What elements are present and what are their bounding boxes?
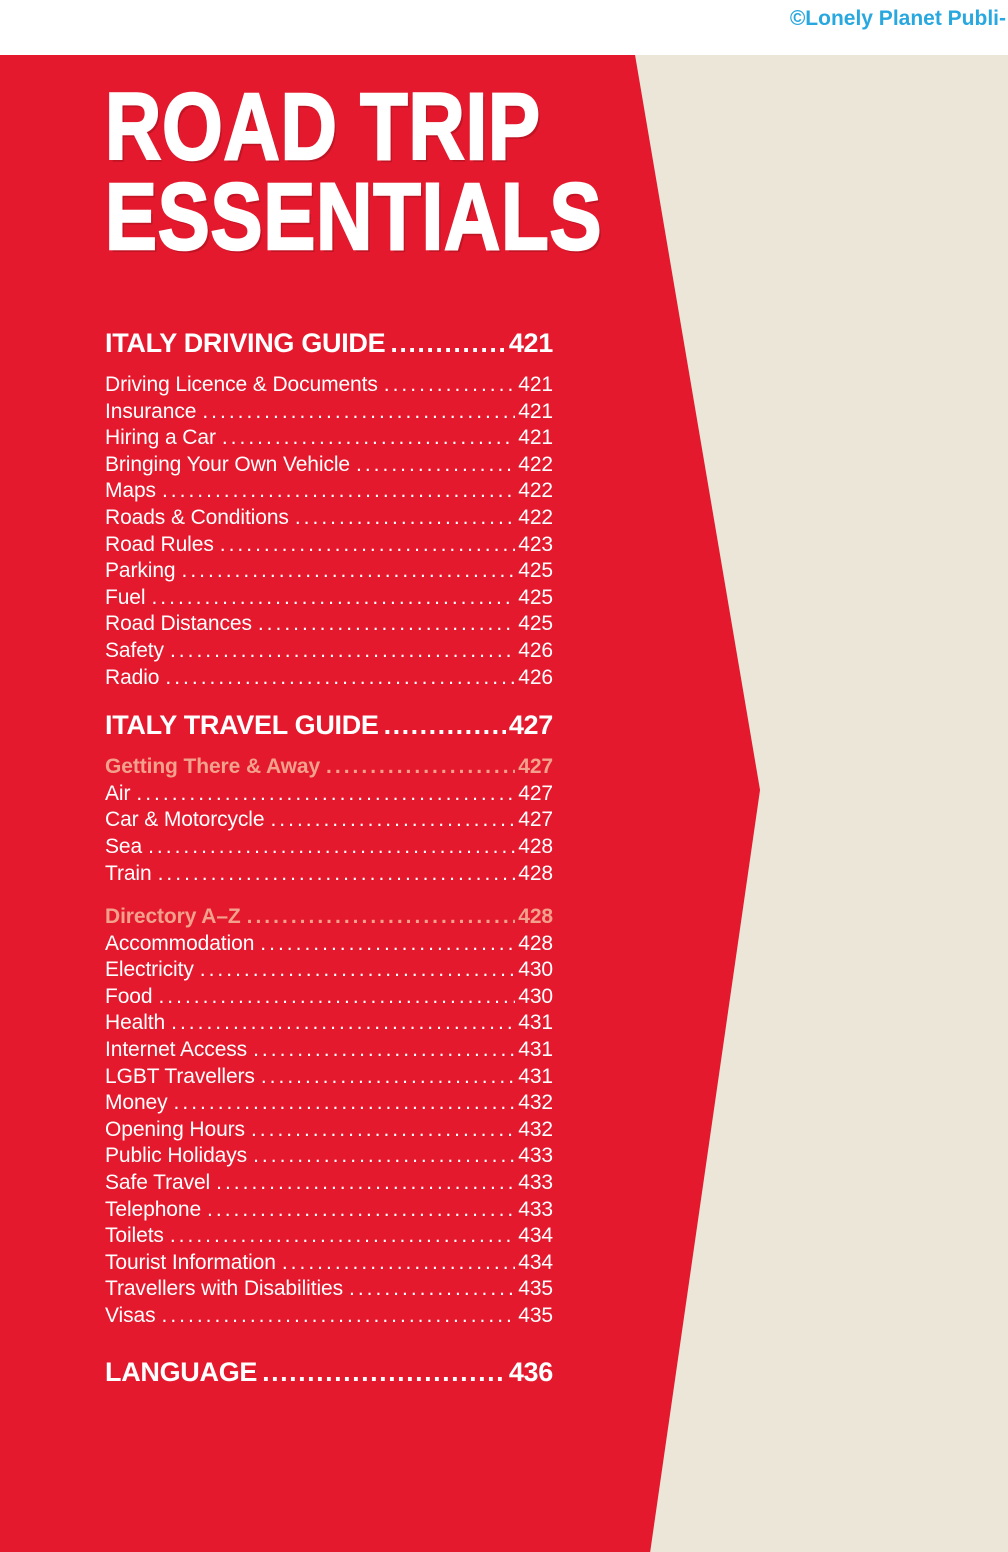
leader-dots: [260, 932, 515, 956]
toc-item-page: 435: [518, 1277, 553, 1301]
leader-dots: [170, 639, 515, 663]
leader-dots: [165, 666, 515, 690]
toc-item-page: 426: [518, 665, 553, 689]
toc-section-language: [105, 1355, 553, 1389]
toc-item: [105, 1011, 553, 1038]
toc-item-label: Food: [105, 984, 153, 1008]
leader-dots: [390, 326, 505, 360]
toc-item-label: Sea: [105, 834, 143, 858]
toc-item: [105, 835, 553, 862]
leader-dots: [295, 506, 515, 530]
toc-item: [105, 1198, 553, 1225]
toc-item-label: Parking: [105, 559, 176, 583]
toc-section-heading-page: 436: [508, 1356, 553, 1387]
leader-dots: [202, 400, 515, 424]
leader-dots: [262, 1355, 506, 1389]
toc-item-page: 425: [518, 559, 553, 583]
toc-item: [105, 808, 553, 835]
leader-dots: [282, 1251, 515, 1275]
toc-item-label: Bringing Your Own Vehicle: [105, 452, 350, 476]
toc-item: [105, 1038, 553, 1065]
toc-item-page: 422: [518, 505, 553, 529]
toc-section-heading: [105, 708, 553, 742]
toc-item: [105, 958, 553, 985]
toc-item: [105, 932, 553, 959]
leader-dots: [216, 1171, 515, 1195]
toc-section-heading-label: ITALY TRAVEL GUIDE: [105, 710, 379, 741]
toc-item-page: 428: [518, 861, 553, 885]
leader-dots: [261, 1065, 515, 1089]
toc-item-page: 433: [518, 1197, 553, 1221]
toc-item-label: Train: [105, 861, 152, 885]
toc-item: [105, 782, 553, 809]
toc-item: [105, 862, 553, 889]
toc-item-page: 433: [518, 1171, 553, 1195]
toc-item-page: 428: [518, 931, 553, 955]
toc-item-label: Roads & Conditions: [105, 505, 289, 529]
toc-item: [105, 985, 553, 1012]
toc-item: [105, 426, 553, 453]
toc-item: [105, 1091, 553, 1118]
toc-group-directory-a-z: [105, 905, 553, 1331]
toc-group-getting-there-away: [105, 755, 553, 888]
toc-section-italy-travel-guide: [105, 708, 553, 1330]
toc-item-page: 433: [518, 1144, 553, 1168]
toc-item-label: Public Holidays: [105, 1144, 248, 1168]
toc-section-items: [105, 373, 553, 692]
toc-item: [105, 639, 553, 666]
toc-item-label: Money: [105, 1091, 168, 1115]
leader-dots: [247, 905, 516, 929]
toc-item-label: Travellers with Disabilities: [105, 1277, 343, 1301]
toc-item-page: 422: [518, 452, 553, 476]
leader-dots: [384, 373, 515, 397]
toc-item-label: LGBT Travellers: [105, 1064, 255, 1088]
toc-item-page: 426: [518, 638, 553, 662]
leader-dots: [384, 708, 506, 742]
toc-section-italy-driving-guide: [105, 326, 553, 692]
toc-item-page: 423: [518, 532, 553, 556]
leader-dots: [220, 533, 516, 557]
toc-item-page: 421: [518, 399, 553, 423]
toc-subheading-label: Directory A–Z: [105, 905, 241, 929]
toc-item-label: Driving Licence & Documents: [105, 373, 378, 396]
leader-dots: [136, 782, 515, 806]
toc-item-page: 434: [518, 1250, 553, 1274]
toc-item-label: Accommodation: [105, 931, 255, 955]
toc-item: [105, 479, 553, 506]
toc-item-label: Radio: [105, 665, 160, 689]
page-title: [105, 74, 603, 270]
toc-item-page: 435: [518, 1304, 553, 1327]
leader-dots: [182, 559, 516, 583]
toc-item-label: Hiring a Car: [105, 426, 216, 450]
toc-item-page: 432: [518, 1091, 553, 1115]
copyright-notice: ©Lonely Planet Publi-: [789, 7, 1006, 30]
toc-subheading-label: Getting There & Away: [105, 755, 321, 779]
page-title-line1: ROAD TRIP: [105, 74, 541, 180]
toc-item-label: Road Distances: [105, 612, 252, 636]
toc-item-label: Insurance: [105, 399, 197, 423]
leader-dots: [356, 453, 515, 477]
toc-section-heading-label: ITALY DRIVING GUIDE: [105, 328, 386, 358]
toc-section-heading-page: 427: [508, 710, 553, 741]
toc-section-heading-page: 421: [508, 328, 553, 358]
leader-dots: [270, 808, 515, 832]
table-of-contents: [105, 326, 553, 1402]
toc-item: [105, 506, 553, 533]
toc-item: [105, 400, 553, 427]
toc-item-page: 427: [518, 808, 553, 832]
toc-item-page: 428: [518, 834, 553, 858]
toc-item: [105, 1065, 553, 1092]
toc-item-page: 430: [518, 958, 553, 982]
leader-dots: [174, 1091, 516, 1115]
toc-item-page: 422: [518, 479, 553, 503]
toc-item-page: 430: [518, 984, 553, 1008]
leader-dots: [207, 1198, 515, 1222]
page-title-line2: ESSENTIALS: [105, 164, 603, 270]
leader-dots: [258, 612, 515, 636]
toc-item: [105, 612, 553, 639]
toc-item-label: Visas: [105, 1304, 156, 1327]
toc-item-label: Opening Hours: [105, 1117, 245, 1141]
toc-section-heading-label: LANGUAGE: [105, 1356, 258, 1387]
leader-dots: [251, 1118, 515, 1142]
toc-item: [105, 373, 553, 400]
leader-dots: [222, 426, 515, 450]
toc-item: [105, 666, 553, 693]
toc-item: [105, 559, 553, 586]
toc-item-page: 434: [518, 1224, 553, 1248]
leader-dots: [158, 862, 516, 886]
toc-item-label: Telephone: [105, 1197, 202, 1221]
leader-dots: [349, 1277, 515, 1301]
toc-subheading-page: 427: [518, 755, 553, 779]
toc-item-label: Fuel: [105, 585, 146, 609]
leader-dots: [158, 985, 515, 1009]
toc-section-heading: [105, 1355, 553, 1389]
toc-item-label: Health: [105, 1011, 166, 1035]
toc-section-heading: [105, 326, 553, 360]
toc-item-page: 431: [518, 1038, 553, 1062]
toc-item-page: 421: [518, 373, 553, 396]
toc-item-label: Toilets: [105, 1224, 164, 1248]
toc-item: [105, 1304, 553, 1331]
toc-item-page: 425: [518, 612, 553, 636]
toc-item-label: Safe Travel: [105, 1171, 211, 1195]
toc-item: [105, 1144, 553, 1171]
leader-dots: [162, 479, 515, 503]
toc-item-page: 425: [518, 585, 553, 609]
leader-dots: [161, 1304, 515, 1328]
leader-dots: [170, 1224, 515, 1248]
leader-dots: [200, 958, 516, 982]
toc-item: [105, 533, 553, 560]
toc-item-label: Road Rules: [105, 532, 214, 556]
toc-item: [105, 1277, 553, 1304]
leader-dots: [253, 1144, 515, 1168]
toc-item-label: Car & Motorcycle: [105, 808, 265, 832]
toc-item: [105, 1171, 553, 1198]
toc-item-page: 431: [518, 1011, 553, 1035]
toc-item-label: Safety: [105, 638, 164, 662]
toc-item-label: Maps: [105, 479, 156, 503]
toc-item-label: Tourist Information: [105, 1250, 276, 1274]
toc-subheading: [105, 905, 553, 932]
leader-dots: [148, 835, 515, 859]
toc-item: [105, 453, 553, 480]
toc-item-label: Electricity: [105, 958, 194, 982]
toc-item-page: 421: [518, 426, 553, 450]
toc-item-page: 427: [518, 781, 553, 805]
toc-item-label: Internet Access: [105, 1038, 248, 1062]
leader-dots: [326, 755, 515, 779]
leader-dots: [253, 1038, 515, 1062]
leader-dots: [151, 586, 515, 610]
toc-item-page: 431: [518, 1064, 553, 1088]
toc-item: [105, 1224, 553, 1251]
toc-item: [105, 586, 553, 613]
toc-subheading-page: 428: [518, 905, 553, 929]
toc-subheading: [105, 755, 553, 782]
toc-item-label: Air: [105, 781, 131, 805]
toc-item: [105, 1118, 553, 1145]
leader-dots: [171, 1011, 515, 1035]
toc-item: [105, 1251, 553, 1278]
toc-item-page: 432: [518, 1117, 553, 1141]
